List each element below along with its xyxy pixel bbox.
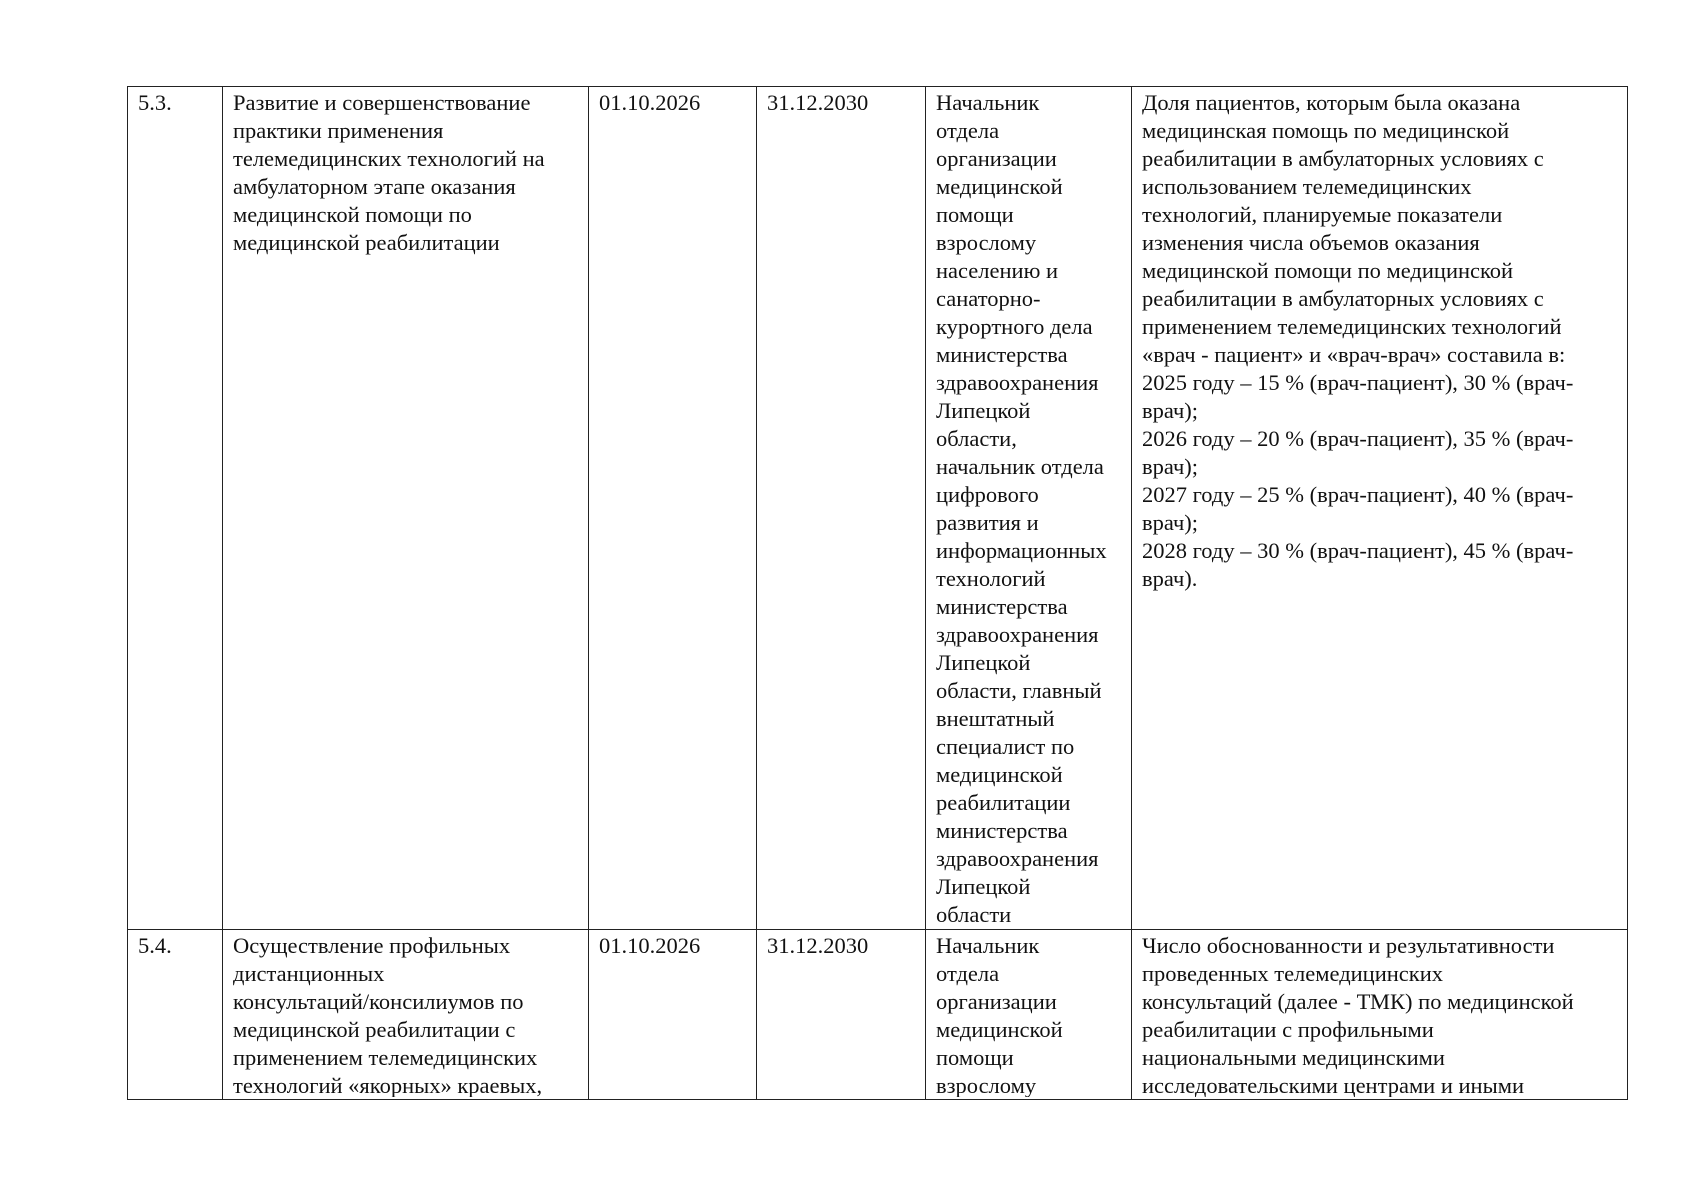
activity-cell: Осуществление профильных дистанционных консультаций/консилиумов по медицинской реабилитации с применением телемедицинских технологий «якорных» краевых, <box>223 930 589 1100</box>
activity-cell: Развитие и совершенствование практики применения телемедицинских технологий на амбулаторном этапе оказания медицинской помощи по медицинской реабилитации <box>223 87 589 930</box>
result-cell: Доля пациентов, которым была оказана медицинская помощь по медицинской реабилитации в амбулаторных условиях с использованием телемедицинских технологий, планируемые показатели изменения числа объемов оказания медицинской помощи по медицинской реабилитации в амбулаторных условиях с применением телемедицинских технологий «врач - пациент» и «врач-врач» составила в: 2025 году – 15 % (врач-пациент), 30 % (врач- врач); 2026 году – 20 % (врач-пациент), 35 % (врач- врач); 2027 году – 25 % (врач-пациент), 40 % (врач- врач); 2028 году – 30 % (врач-пациент), 45 % (врач- врач). <box>1132 87 1628 930</box>
item-number: 5.4. <box>128 930 223 1100</box>
end-date-cell: 31.12.2030 <box>757 87 926 930</box>
end-date-cell: 31.12.2030 <box>757 930 926 1100</box>
responsible-cell: Начальник отдела организации медицинской помощи взрослому <box>926 930 1132 1100</box>
plan-table <box>127 86 1628 1100</box>
item-number: 5.3. <box>128 87 223 930</box>
table-row <box>128 930 1628 1100</box>
start-date-cell: 01.10.2026 <box>589 930 757 1100</box>
table-row <box>128 87 1628 930</box>
responsible-cell: Начальник отдела организации медицинской помощи взрослому населению и санаторно- курортного дела министерства здравоохранения Липецкой области, начальник отдела цифрового развития и информационных технологий министерства здравоохранения Липецкой области, главный внештатный специалист по медицинской реабилитации министерства здравоохранения Липецкой области <box>926 87 1132 930</box>
result-cell: Число обоснованности и результативности проведенных телемедицинских консультаций (далее - ТМК) по медицинской реабилитации с профильными национальными медицинскими исследовательскими центрами и иными <box>1132 930 1628 1100</box>
start-date-cell: 01.10.2026 <box>589 87 757 930</box>
